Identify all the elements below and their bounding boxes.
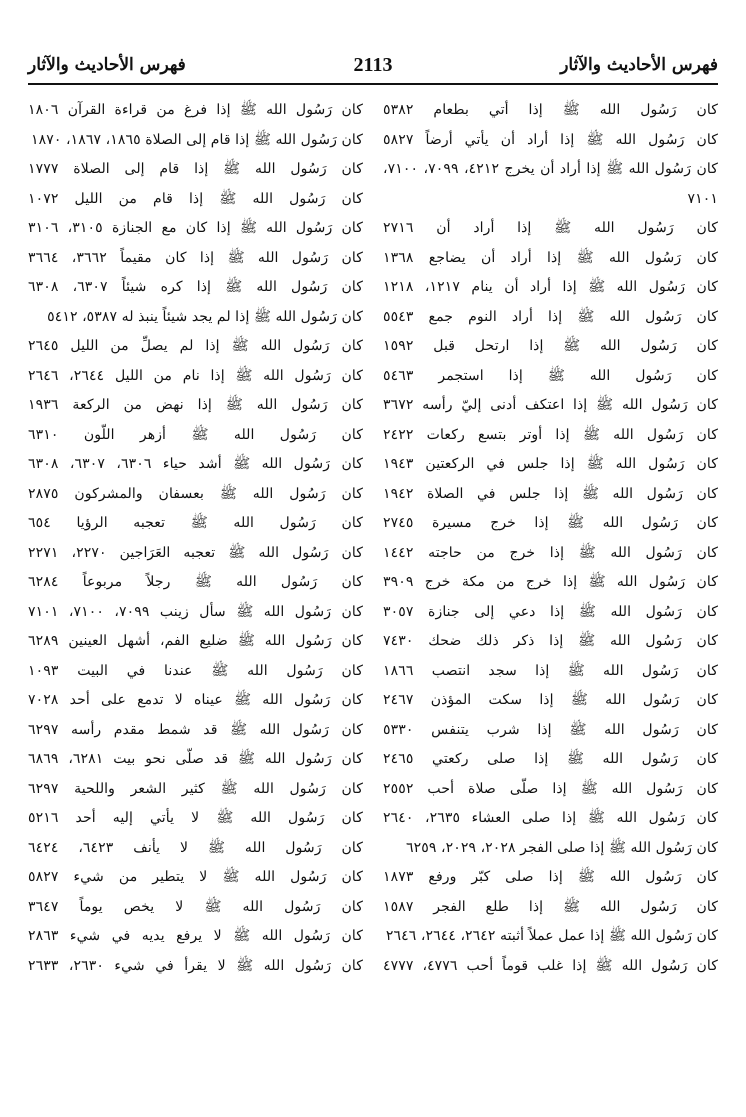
- header-right-title: فهرس الأحاديث والآثار: [560, 55, 718, 75]
- index-entry: كان رَسُول الله ﷺ إذا أتي بطعام ٥٣٨٢: [383, 102, 718, 118]
- index-entry: كان رَسُول الله ﷺ لا يرفع يديه في شيء ٢٨٦٣: [28, 928, 363, 944]
- index-entry: كان رَسُول الله ﷺ قد شمط مقدم رأسه ٦٢٩٧: [28, 721, 363, 738]
- index-entry: كان رَسُول الله ﷺ إذا كان مع الجنازة ٣١٠٥، ٣١٠٦: [28, 220, 363, 236]
- index-entry: كان رَسُول الله ﷺ قد صلّى نحو بيت ٦٢٨١، ٦٨٦٩: [28, 751, 363, 767]
- index-entry: كان رَسُول الله ﷺ إذا خرج مسيرة ٢٧٤٥: [383, 515, 718, 531]
- index-entry: كان رَسُول الله ﷺ إذا لم يصلِّ من الليل ٢٦٤٥: [28, 338, 363, 354]
- index-entry: كان رَسُول الله ﷺ إذا قام إلى الصلاة ١٨٦٥، ١٨٦٧، ١٨٧٠: [31, 131, 363, 148]
- page-number: 2113: [353, 53, 393, 76]
- index-entry: كان رَسُول الله ﷺ إذا أراد أن ينام ١٢١٧، ١٢١٨: [383, 279, 718, 295]
- index-entry: كان رَسُول الله ﷺ إذا استجمر ٥٤٦٣: [383, 367, 718, 384]
- page-header: [28, 52, 718, 78]
- index-entry: كان رَسُول الله ﷺ عندنا في البيت ١٠٩٣: [28, 662, 363, 679]
- index-entry: كان رَسُول الله ﷺ إذا أراد أن يخرج ٤٢١٢، ٧٠٩٩، ٧١٠٠، ٧١٠١: [383, 161, 718, 207]
- index-columns: [28, 96, 718, 981]
- index-entry: كان رَسُول الله ﷺ إذا غلب قوماً أحب ٤٧٧٦، ٤٧٧٧: [383, 957, 718, 974]
- index-entry: كان رَسُول الله ﷺ إذا خرج من حاجته ١٤٤٢: [383, 544, 718, 561]
- index-entry: كان رَسُول الله ﷺ إذا سكت المؤذن ٢٤٦٧: [383, 692, 718, 708]
- index-entry: كان رَسُول الله ﷺ تعجبه العَرَاجين ٢٢٧٠، ٢٢٧١: [28, 544, 363, 561]
- index-entry: كان رَسُول الله ﷺ أشد حياء ٦٣٠٦، ٦٣٠٧، ٦٣٠٨: [28, 456, 363, 472]
- index-entry: كان رَسُول الله ﷺ إذا دعي إلى جنازة ٣٠٥٧: [383, 603, 718, 620]
- index-entry: كان رَسُول الله ﷺ كثير الشعر واللحية ٦٢٩٧: [28, 780, 363, 797]
- index-entry: كان رَسُول الله ﷺ لا يخص يوماً ٣٦٤٧: [28, 898, 363, 915]
- header-left-title: فهرس الأحاديث والآثار: [28, 55, 186, 75]
- index-entry: كان رَسُول الله ﷺ تعجبه الرؤيا ٦٥٤: [28, 515, 363, 531]
- index-entry: كان رَسُول الله ﷺ إذا جلس في الركعتين ١٩٤٣: [383, 456, 718, 472]
- index-entry: كان رَسُول الله ﷺ عيناه لا تدمع على أحد ٧٠٢٨: [28, 692, 363, 708]
- index-entry: كان رَسُول الله ﷺ إذا سجد انتصب ١٨٦٦: [383, 662, 718, 679]
- index-entry: كان رَسُول الله ﷺ إذا صلّى صلاة أحب ٢٥٥٢: [383, 780, 718, 797]
- index-entry: كان رَسُول الله ﷺ إذا صلى الفجر ٢٠٢٨، ٢٠٢٩، ٦٢٥٩: [406, 839, 718, 856]
- index-entry: كان رَسُول الله ﷺ إذا نام من الليل ٢٦٤٤، ٢٦٤٦: [28, 367, 363, 384]
- index-entry: كان رَسُول الله ﷺ أزهر اللّون ٦٣١٠: [28, 426, 363, 443]
- index-entry: كان رَسُول الله ﷺ إذا لم يجد شيئاً ينبذ له ٥٣٨٧، ٥٤١٢: [47, 308, 363, 325]
- left-column: [28, 96, 363, 981]
- index-entry: كان رَسُول الله ﷺ إذا أراد أن ٢٧١٦: [383, 220, 718, 236]
- index-entry: كان رَسُول الله ﷺ إذا أراد أن يأتي أرضاً ٥٨٢٧: [383, 131, 718, 148]
- index-entry: كان رَسُول الله ﷺ إذا صلى العشاء ٢٦٣٥، ٢٦٤٠: [383, 810, 718, 826]
- index-entry: كان رَسُول الله ﷺ إذا ارتحل قبل ١٥٩٢: [383, 338, 718, 354]
- index-entry: كان رَسُول الله ﷺ لا يأنف ٦٤٢٣، ٦٤٢٤: [28, 839, 363, 856]
- index-entry: كان رَسُول الله ﷺ إذا أوتر بتسع ركعات ٢٤٢٢: [383, 426, 718, 443]
- index-entry: كان رَسُول الله ﷺ بعسفان والمشركون ٢٨٧٥: [28, 485, 363, 502]
- index-entry: كان رَسُول الله ﷺ إذا صلى ركعتي ٢٤٦٥: [383, 751, 718, 767]
- index-entry: كان رَسُول الله ﷺ رجلاً مربوعاً ٦٢٨٤: [28, 574, 363, 590]
- index-entry: كان رَسُول الله ﷺ إذا شرب يتنفس ٥٣٣٠: [383, 721, 718, 738]
- index-entry: كان رَسُول الله ﷺ إذا كره شيئاً ٦٣٠٧، ٦٣٠٨: [28, 279, 364, 295]
- index-entry: كان رَسُول الله ﷺ إذا ذكر ذلك ضحك ٧٤٣٠: [383, 633, 718, 649]
- index-entry: كان رَسُول الله ﷺ إذا جلس في الصلاة ١٩٤٢: [383, 485, 718, 502]
- index-entry: كان رَسُول الله ﷺ إذا خرج من مكة خرج ٣٩٠٩: [383, 574, 718, 590]
- index-entry: كان رَسُول الله ﷺ إذا طلع الفجر ١٥٨٧: [383, 898, 718, 915]
- index-entry: كان رَسُول الله ﷺ إذا قام إلى الصلاة ١٧٧٧: [28, 161, 363, 177]
- index-entry: كان رَسُول الله ﷺ إذا نهض من الركعة ١٩٣٦: [28, 397, 363, 413]
- index-entry: كان رَسُول الله ﷺ لا يقرأ في شيء ٢٦٣٠، ٢٦٣٣: [28, 957, 363, 974]
- index-entry: كان رَسُول الله ﷺ إذا عمل عملاً أثبته ٢٦٤٢، ٢٦٤٤، ٢٦٤٦: [385, 928, 718, 944]
- index-entry: كان رَسُول الله ﷺ إذا اعتكف أدنى إليّ رأسه ٣٦٧٢: [383, 397, 718, 413]
- header-rule: [28, 83, 718, 85]
- index-entry: كان رَسُول الله ﷺ لا يأتي إليه أحد ٥٢١٦: [28, 810, 363, 826]
- index-entry: كان رَسُول الله ﷺ إذا أراد أن يضاجع ١٣٦٨: [383, 249, 718, 266]
- index-entry: كان رَسُول الله ﷺ إذا كان مقيماً ٣٦٦٢، ٣٦٦٤: [28, 249, 363, 266]
- index-entry: كان رَسُول الله ﷺ إذا قام من الليل ١٠٧٢: [28, 190, 363, 207]
- index-entry: كان رَسُول الله ﷺ ضليع الفم، أشهل العينين ٦٢٨٩: [28, 633, 363, 649]
- index-entry: كان رَسُول الله ﷺ لا يتطير من شيء ٥٨٢٧: [28, 869, 363, 885]
- index-entry: كان رَسُول الله ﷺ إذا صلى كبّر ورفع ١٨٧٣: [383, 869, 718, 885]
- index-entry: كان رَسُول الله ﷺ إذا أراد النوم جمع ٥٥٤٣: [383, 308, 718, 325]
- right-column: [383, 96, 718, 981]
- index-entry: كان رَسُول الله ﷺ سأل زينب ٧٠٩٩، ٧١٠٠، ٧١٠١: [28, 603, 364, 620]
- index-entry: كان رَسُول الله ﷺ إذا فرغ من قراءة القرآن ١٨٠٦: [28, 102, 363, 118]
